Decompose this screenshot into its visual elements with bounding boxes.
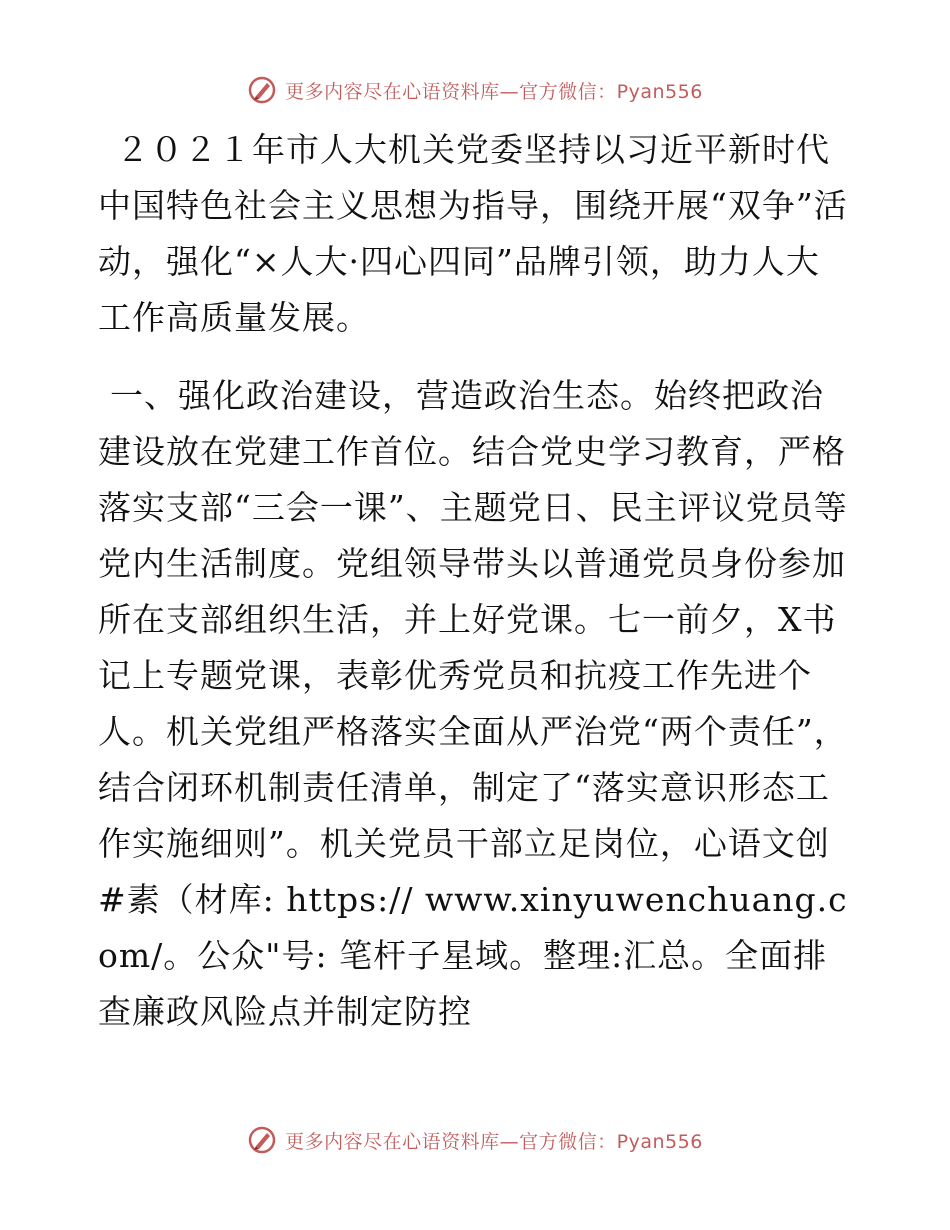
fountain-pen-seal-icon	[247, 1125, 277, 1155]
paragraph-section-one: 一、强化政治建设，营造政治生态。始终把政治建设放在党建工作首位。结合党史学习教育，严格落实支部“三会一课”、主题党日、民主评议党员等党内生活制度。党组领导带头以普通党员身份参加所在支部组织生活，并上好党课。七一前夕，X书记上专题党课，表彰优秀党员和抗疫工作先进个人。机关党组严格落实全面从严治党“两个责任”，结合闭环机制责任清单，制定了“落实意识形态工作实施细则”。机关党员干部立足岗位，心语文创#素（材库: https:// www.xinyuwenchuang.com/。公众"号: 笔杆子星域。整理:汇总。全面排查廉政风险点并制定防控	[98, 376, 848, 1031]
fountain-pen-seal-icon	[247, 75, 277, 105]
paragraph-intro: ２０２１年市人大机关党委坚持以习近平新时代中国特色社会主义思想为指导，围绕开展“双争”活动，强化“×人大·四心四同”品牌引领，助力人大工作高质量发展。	[98, 130, 848, 337]
header-banner-text: 更多内容尽在心语资料库—官方微信：Pyan556	[285, 80, 703, 103]
footer-banner-text: 更多内容尽在心语资料库—官方微信：Pyan556	[285, 1130, 703, 1153]
document-body	[98, 122, 850, 1040]
header-banner	[0, 70, 950, 110]
footer-banner	[0, 1120, 950, 1160]
